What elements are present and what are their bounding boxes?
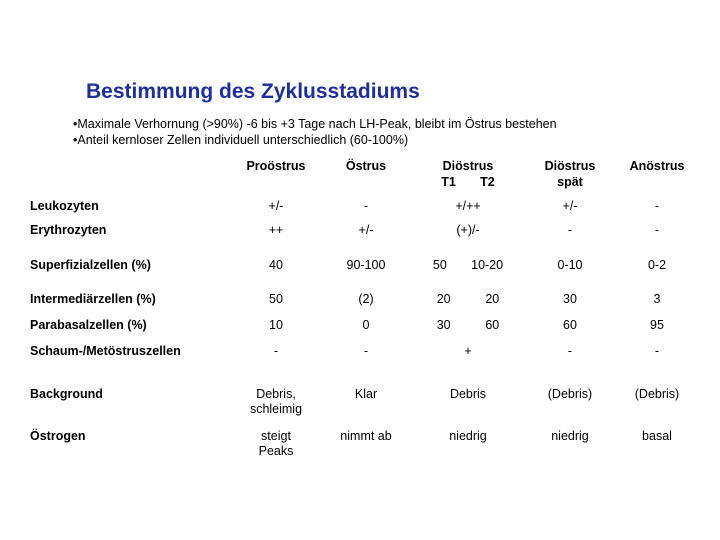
table-cell: + [464, 344, 472, 358]
table-cell: - [363, 199, 369, 213]
table-cell: 90-100 [346, 258, 386, 272]
row-label-oestrogen: Östrogen [30, 429, 86, 443]
table-cell: Klar [354, 387, 378, 401]
table-cell: +/- [268, 199, 284, 213]
column-header-anoestrus: Anöstrus [629, 159, 685, 173]
table-cell: - [654, 223, 660, 237]
table-cell: basal [642, 429, 672, 443]
slide-title: Bestimmung des Zyklusstadiums [86, 80, 420, 103]
table-cell: ++ [268, 223, 284, 237]
table-cell: 0 [362, 318, 370, 332]
table-cell: steigt Peaks [258, 429, 294, 458]
table-cell: (2) [358, 292, 374, 306]
table-cell: 3 [653, 292, 661, 306]
row-label-background: Background [30, 387, 103, 401]
table-cell: nimmt ab [340, 429, 392, 443]
table-cell: 30 [563, 292, 577, 306]
bullet-item: •Anteil kernloser Zellen individuell unterschiedlich (60-100%) [73, 133, 409, 147]
row-label-erythrozyten: Erythrozyten [30, 223, 107, 237]
table-cell: 10 [269, 318, 283, 332]
table-cell: 0-10 [557, 258, 583, 272]
table-cell: 95 [650, 318, 664, 332]
bullet-item: •Maximale Verhornung (>90%) -6 bis +3 Tage nach LH-Peak, bleibt im Östrus bestehen [73, 117, 557, 131]
row-label-leukozyten: Leukozyten [30, 199, 99, 213]
table-cell: (+)/- [456, 223, 480, 237]
column-header-prooestrus: Proöstrus [246, 159, 306, 173]
table-cell: +/- [358, 223, 374, 237]
table-cell: niedrig [551, 429, 589, 443]
row-label-intermediaerzellen: Intermediärzellen (%) [30, 292, 156, 306]
table-cell: (Debris) [547, 387, 593, 401]
column-header-oestrus: Östrus [345, 159, 387, 173]
row-label-parabasalzellen: Parabasalzellen (%) [30, 318, 147, 332]
table-cell: - [567, 223, 573, 237]
table-cell: +/++ [455, 199, 481, 213]
table-cell: 20 20 [436, 292, 500, 306]
table-cell: - [654, 344, 660, 358]
table-cell: - [654, 199, 660, 213]
table-cell: Debris [449, 387, 487, 401]
row-label-schaumzellen: Schaum-/Metöstruszellen [30, 344, 181, 358]
table-cell: 30 60 [436, 318, 500, 332]
table-cell: 60 [563, 318, 577, 332]
table-cell: (Debris) [634, 387, 680, 401]
row-label-superfizialzellen: Superfizialzellen (%) [30, 258, 151, 272]
column-header-dioestrus-spaet: Diöstrus spät [544, 159, 596, 189]
bullet-list [73, 116, 557, 148]
table-cell: niedrig [449, 429, 487, 443]
table-cell: 0-2 [647, 258, 667, 272]
table-cell: - [273, 344, 279, 358]
column-header-dioestrus: Diöstrus T1 T2 [441, 159, 495, 189]
table-cell: - [567, 344, 573, 358]
table-cell: 50 10-20 [432, 258, 504, 272]
table-cell: 50 [269, 292, 283, 306]
table-cell: +/- [562, 199, 578, 213]
table-cell: Debris, schleimig [249, 387, 303, 416]
table-cell: - [363, 344, 369, 358]
table-cell: 40 [269, 258, 283, 272]
